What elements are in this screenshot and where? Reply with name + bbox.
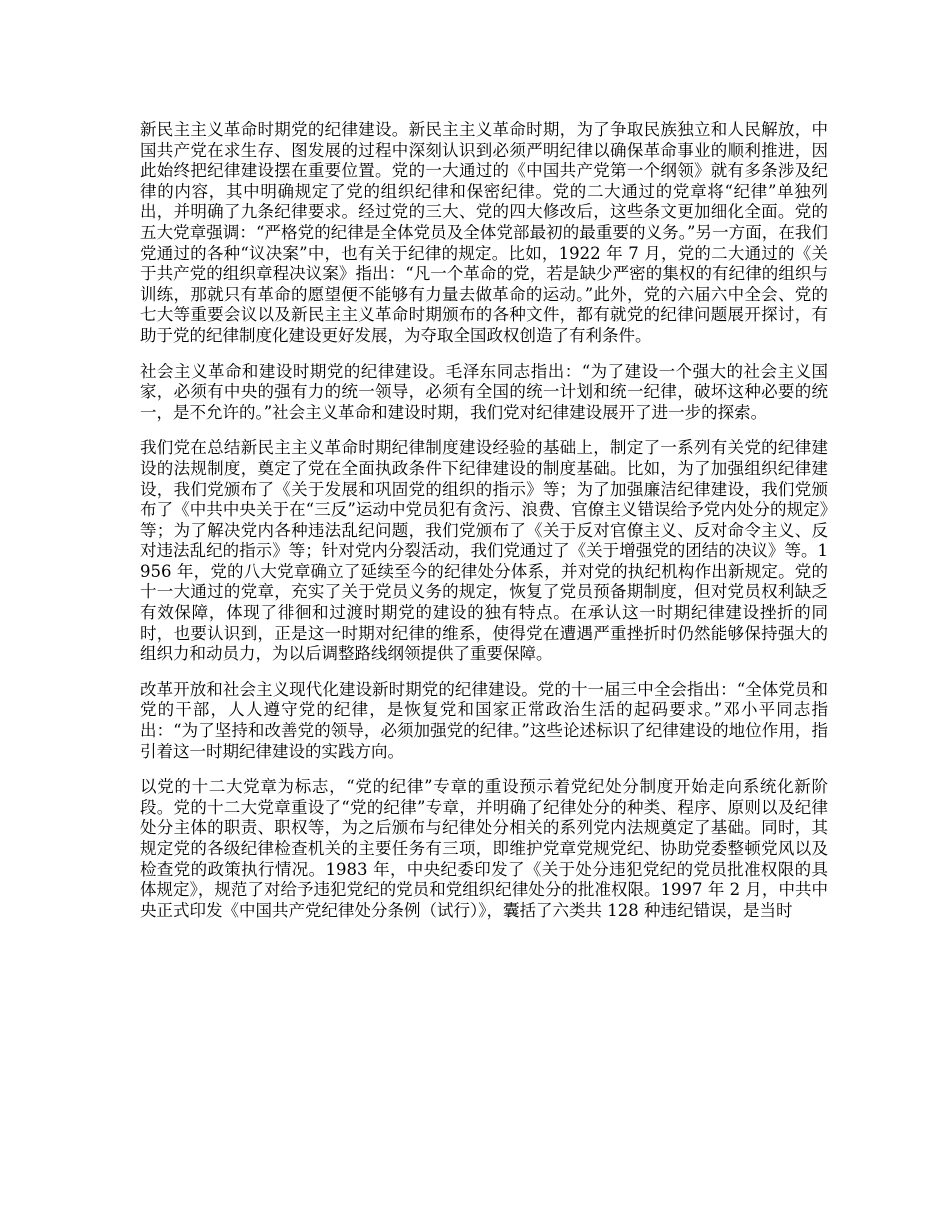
paragraph-socialist-revolution-regulations: 我们党在总结新民主主义革命时期纪律制度建设经验的基础上，制定了一系列有关党的纪律建设的法规制度，奠定了党在全面执政条件下纪律建设的制度基础。比如，为了加强组织纪律建设，我们党颁布了《关于发展和巩固党的组织的指示》等；为了加强廉洁纪律建设，我们党颁布了《中共中央关于在“三反”运动中党员犯有贪污、浪费、官僚主义错误给予党内处分的规定》等；为了解决党内各种违法乱纪问题，我们党颁布了《关于反对官僚主义、反对命令主义、反对违法乱纪的指示》等；针对党内分裂活动，我们党通过了《关于增强党的团结的决议》等。1956 年，党的八大党章确立了延续至今的纪律处分体系，并对党的执纪机构作出新规定。党的十一大通过的党章，充实了关于党员义务的规定，恢复了党员预备期制度，但对党员权利缺乏有效保障，体现了徘徊和过渡时期党的建设的独有特点。在承认这一时期纪律建设挫折的同时，也要认识到，正是这一时期对纪律的维系，使得党在遭遇严重挫折时仍然能够保持强大的组织力和动员力，为以后调整路线纲领提供了重要保障。 xyxy=(140,438,828,664)
paragraph-new-democratic-revolution: 新民主主义革命时期党的纪律建设。新民主主义革命时期，为了争取民族独立和人民解放，中国共产党在求生存、图发展的过程中深刻认识到必须严明纪律以确保革命事业的顺利推进，因此始终把纪律建设摆在重要位置。党的一大通过的《中国共产党第一个纲领》就有多条涉及纪律的内容，其中明确规定了党的组织纪律和保密纪律。党的二大通过的党章将“纪律”单独列出，并明确了九条纪律要求。经过党的三大、党的四大修改后，这些条文更加细化全面。党的五大党章强调：“严格党的纪律是全体党员及全体党部最初的最重要的义务。”另一方面，在我们党通过的各种“议决案”中，也有关于纪律的规定。比如，1922 年 7 月，党的二大通过的《关于共产党的组织章程决议案》指出：“凡一个革命的党，若是缺少严密的集权的有纪律的组织与训练，那就只有革命的愿望便不能够有力量去做革命的运动。”此外，党的六届六中全会、党的七大等重要会议以及新民主主义革命时期颁布的各种文件，都有就党的纪律问题展开探讨，有助于党的纪律制度化建设更好发展，为夺取全国政权创造了有利条件。 xyxy=(140,120,828,345)
paragraph-twelfth-congress-charter: 以党的十二大党章为标志，“党的纪律”专章的重设预示着党纪处分制度开始走向系统化新阶段。党的十二大党章重设了“党的纪律”专章，并明确了纪律处分的种类、程序、原则以及纪律处分主体的职责、职权等，为之后颁布与纪律处分相关的系列党内法规奠定了基础。同时，其规定党的各级纪律检查机关的主要任务有三项，即维护党章党规党纪、协助党委整顿党风以及检查党的政策执行情况。1983 年，中央纪委印发了《关于处分违犯党纪的党员批准权限的具体规定》，规范了对给予违犯党纪的党员和党组织纪律处分的批准权限。1997 年 2 月，中共中央正式印发《中国共产党纪律处分条例（试行）》，囊括了六类共 128 种违纪错误，是当时 xyxy=(140,777,828,920)
paragraph-socialist-revolution-intro: 社会主义革命和建设时期党的纪律建设。毛泽东同志指出：“为了建设一个强大的社会主义国家，必须有中央的强有力的统一领导，必须有全国的统一计划和统一纪律，破坏这种必要的统一，是不允许的。”社会主义革命和建设时期，我们党对纪律建设展开了进一步的探索。 xyxy=(140,361,828,422)
paragraph-reform-opening-intro: 改革开放和社会主义现代化建设新时期党的纪律建设。党的十一届三中全会指出：“全体党员和党的干部，人人遵守党的纪律，是恢复党和国家正常政治生活的起码要求。”邓小平同志指出：“为了坚持和改善党的领导，必须加强党的纪律。”这些论述标识了纪律建设的地位作用，指引着这一时期纪律建设的实践方向。 xyxy=(140,679,828,761)
document-body xyxy=(140,120,828,936)
